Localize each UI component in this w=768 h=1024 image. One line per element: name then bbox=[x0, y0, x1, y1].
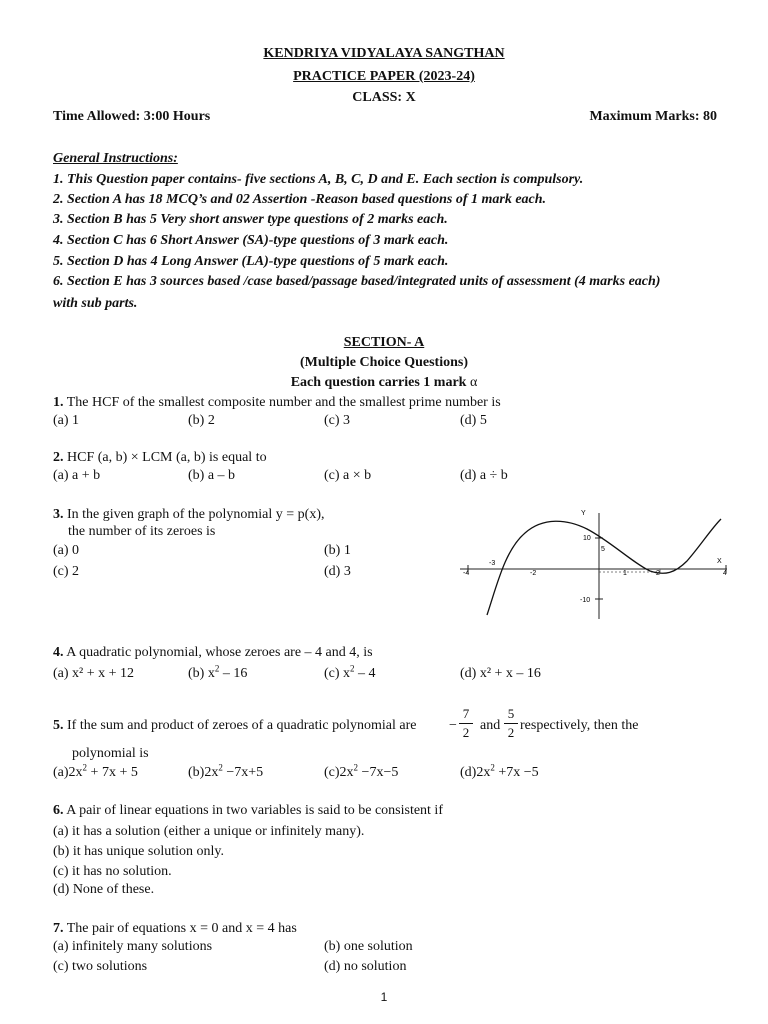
header-paper: PRACTICE PAPER (2023-24) bbox=[293, 69, 475, 84]
q7-option-a: (a) infinitely many solutions bbox=[53, 939, 213, 954]
q3-option-d: (d) 3 bbox=[324, 564, 351, 579]
y-axis-label: Y bbox=[581, 510, 586, 517]
q1-option-d: (d) 5 bbox=[460, 413, 487, 428]
x-tick-label: 1 bbox=[623, 570, 627, 577]
x-tick-label: -2 bbox=[530, 570, 537, 577]
and-text: and bbox=[480, 718, 501, 733]
x-tick-label: 4 bbox=[723, 570, 727, 577]
q6-option-b: (b) it has unique solution only. bbox=[53, 844, 224, 859]
question-text: HCF (a, b) × LCM (a, b) is equal to bbox=[67, 450, 267, 465]
x-tick-label: -3 bbox=[489, 560, 496, 567]
question-text: The HCF of the smallest composite number and the smallest prime number is bbox=[66, 395, 501, 410]
q7-option-c: (c) two solutions bbox=[53, 959, 148, 974]
question-number: 5. bbox=[53, 718, 64, 733]
time-allowed: Time Allowed: 3:00 Hours bbox=[53, 109, 211, 124]
question-text: If the sum and product of zeroes of a quadratic polynomial are bbox=[67, 718, 417, 733]
q1-option-a: (a) 1 bbox=[53, 413, 80, 428]
y-tick-label: -10 bbox=[580, 597, 591, 604]
alpha-symbol: α bbox=[469, 375, 478, 390]
q1-option-b: (b) 2 bbox=[188, 413, 215, 428]
q2-option-d: (d) a ÷ b bbox=[460, 468, 508, 483]
question-7 bbox=[53, 920, 297, 937]
instruction-item: 1. This Question paper contains- five sections A, B, C, D and E. Each section is compulsory. bbox=[53, 172, 584, 187]
polynomial-graph bbox=[455, 505, 735, 625]
q5-option-a: $(a)2x^2 + 7x + 5$ bbox=[53, 762, 138, 780]
question-number: 2. bbox=[53, 450, 64, 465]
q2-option-a: (a) a + b bbox=[53, 468, 101, 483]
y-tick-label: 5 bbox=[601, 546, 605, 553]
q5-option-c: $(c)2x^2 -7x-5$ bbox=[324, 762, 399, 780]
question-number: 6. bbox=[53, 803, 64, 818]
question-text: The pair of equations x = 0 and x = 4 has bbox=[66, 921, 297, 936]
q5-option-b: $(b)2x^2 -7x+5$ bbox=[188, 762, 264, 780]
fraction-denominator: 2 bbox=[507, 725, 515, 740]
fraction-sum bbox=[459, 707, 473, 740]
question-number: 7. bbox=[53, 921, 64, 936]
instruction-item: 6. Section E has 3 sources based /case based/passage based/integrated units of assessment (4 marks each) bbox=[53, 274, 661, 289]
q6-option-d: (d) None of these. bbox=[53, 882, 155, 897]
question-4 bbox=[53, 644, 373, 661]
q7-option-b: (b) one solution bbox=[324, 939, 413, 954]
header-class: CLASS: X bbox=[352, 90, 416, 105]
q4-option-b: (b) $x^2 - 16$ bbox=[188, 663, 248, 681]
question-3-line2: the number of its zeroes is bbox=[68, 524, 216, 539]
question-3 bbox=[53, 506, 325, 523]
question-text: In the given graph of the polynomial y = p(x), bbox=[67, 507, 325, 522]
x-axis-label: X bbox=[717, 558, 722, 565]
minus-sign: − bbox=[449, 718, 457, 733]
instruction-item: 5. Section D has 4 Long Answer (LA)-type questions of 5 mark each. bbox=[53, 254, 449, 269]
x-tick-label: -4 bbox=[463, 570, 470, 577]
section-note bbox=[0, 374, 768, 391]
question-1 bbox=[53, 394, 501, 411]
q4-option-c: (c) $x^2 - 4$ bbox=[324, 663, 376, 681]
q4-option-d: (d) x² + x – 16 bbox=[460, 666, 541, 681]
question-2 bbox=[53, 449, 267, 466]
q3-option-b: (b) 1 bbox=[324, 543, 351, 558]
section-title: SECTION- A bbox=[343, 335, 425, 350]
question-number: 3. bbox=[53, 507, 64, 522]
q3-option-c: (c) 2 bbox=[53, 564, 80, 579]
q1-option-c: (c) 3 bbox=[324, 413, 351, 428]
fraction-numerator: 7 bbox=[462, 706, 470, 721]
q6-option-c: (c) it has no solution. bbox=[53, 864, 172, 879]
section-note-text: Each question carries 1 mark bbox=[290, 375, 467, 390]
fraction-denominator: 2 bbox=[462, 725, 470, 740]
maximum-marks: Maximum Marks: 80 bbox=[589, 109, 717, 124]
q3-option-a: (a) 0 bbox=[53, 543, 80, 558]
question-text: A pair of linear equations in two variables is said to be consistent if bbox=[66, 803, 443, 818]
question-text: A quadratic polynomial, whose zeroes are – 4 and 4, is bbox=[66, 645, 373, 660]
y-tick-label: 10 bbox=[583, 535, 591, 542]
header-org: KENDRIYA VIDYALAYA SANGTHAN bbox=[263, 46, 505, 61]
page-number: 1 bbox=[380, 990, 388, 1004]
polynomial-curve bbox=[487, 519, 721, 615]
question-6 bbox=[53, 802, 443, 819]
fraction-numerator: 5 bbox=[507, 706, 515, 721]
question-number: 1. bbox=[53, 395, 64, 410]
q2-option-b: (b) a – b bbox=[188, 468, 236, 483]
instruction-item: with sub parts. bbox=[53, 296, 138, 311]
q5-option-d: $(d)2x^2 +7x -5$ bbox=[460, 762, 539, 780]
question-number: 4. bbox=[53, 645, 64, 660]
q4-option-a: (a) x² + x + 12 bbox=[53, 666, 135, 681]
instruction-item: 3. Section B has 5 Very short answer type questions of 2 marks each. bbox=[53, 212, 448, 227]
q7-option-d: (d) no solution bbox=[324, 959, 407, 974]
question-5 bbox=[53, 717, 416, 734]
q2-option-c: (c) a × b bbox=[324, 468, 372, 483]
instructions-title: General Instructions: bbox=[53, 151, 178, 166]
question-5-tail: respectively, then the bbox=[520, 718, 639, 733]
q6-option-a: (a) it has a solution (either a unique or infinitely many). bbox=[53, 824, 365, 839]
instruction-item: 4. Section C has 6 Short Answer (SA)-type questions of 3 mark each. bbox=[53, 233, 449, 248]
instruction-item: 2. Section A has 18 MCQ’s and 02 Assertion -Reason based questions of 1 mark each. bbox=[53, 192, 547, 207]
section-subtitle: (Multiple Choice Questions) bbox=[300, 355, 468, 370]
fraction-product bbox=[504, 707, 518, 740]
x-tick-label: 2 bbox=[656, 570, 660, 577]
question-5-line2: polynomial is bbox=[72, 746, 149, 761]
